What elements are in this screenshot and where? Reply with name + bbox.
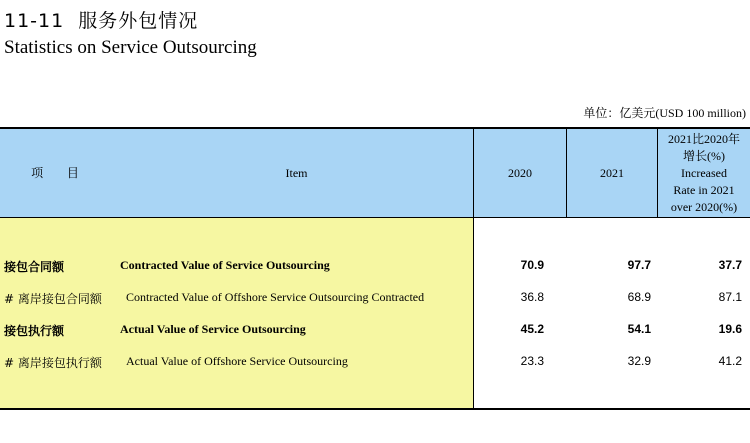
header-item-cn: 项 目 bbox=[31, 165, 89, 180]
row-label-cn: 接包合同额 bbox=[4, 260, 65, 274]
page-title-en: Statistics on Service Outsourcing bbox=[4, 37, 257, 58]
unit-label: 单位：亿美元(USD 100 million) bbox=[583, 106, 746, 120]
row-label-cn: 接包执行额 bbox=[4, 324, 65, 338]
value-2021: 97.7 bbox=[627, 258, 651, 272]
header-2021: 2021 bbox=[600, 165, 624, 180]
value-2021: 68.9 bbox=[627, 290, 651, 304]
statistics-table bbox=[0, 127, 750, 410]
header-growth bbox=[658, 129, 750, 217]
header-growth-en2: Rate in 2021 bbox=[673, 182, 735, 197]
row-label-en: Actual Value of Service Outsourcing bbox=[120, 322, 306, 336]
value-2021: 54.1 bbox=[627, 322, 651, 336]
value-2020: 36.8 bbox=[520, 290, 544, 304]
page-title-cn bbox=[4, 6, 198, 33]
table-number: 11-11 bbox=[4, 10, 65, 32]
row-label-en: Contracted Value of Service Outsourcing bbox=[120, 258, 330, 272]
row-label-en: Actual Value of Offshore Service Outsourcing bbox=[126, 354, 348, 368]
title-cn-text: 服务外包情况 bbox=[78, 10, 199, 32]
table-row bbox=[0, 251, 750, 281]
header-2020: 2020 bbox=[508, 165, 532, 180]
row-label-en: Contracted Value of Offshore Service Outsourcing Contracted bbox=[126, 290, 425, 304]
value-2020: 23.3 bbox=[520, 354, 544, 368]
item-column-background bbox=[0, 218, 473, 408]
table-row bbox=[0, 347, 750, 377]
value-2020: 70.9 bbox=[520, 258, 544, 272]
header-growth-cn1: 2021比2020年 bbox=[667, 131, 740, 146]
table-row bbox=[0, 283, 750, 313]
header-growth-en1: Increased bbox=[681, 165, 727, 180]
value-growth: 87.1 bbox=[718, 290, 742, 304]
bottom-rule bbox=[0, 408, 750, 410]
value-growth: 41.2 bbox=[718, 354, 742, 368]
value-growth: 37.7 bbox=[718, 258, 742, 272]
header-growth-cn2: 增长(%) bbox=[683, 148, 725, 163]
table-row bbox=[0, 315, 750, 345]
header-growth-en3: over 2020(%) bbox=[670, 199, 738, 214]
value-2020: 45.2 bbox=[520, 322, 544, 336]
row-label-cn: # 离岸接包合同额 bbox=[4, 292, 102, 306]
row-label-cn: # 离岸接包执行额 bbox=[4, 356, 102, 370]
value-2021: 32.9 bbox=[627, 354, 651, 368]
header-item-en: Item bbox=[285, 165, 308, 180]
value-growth: 19.6 bbox=[718, 322, 742, 336]
